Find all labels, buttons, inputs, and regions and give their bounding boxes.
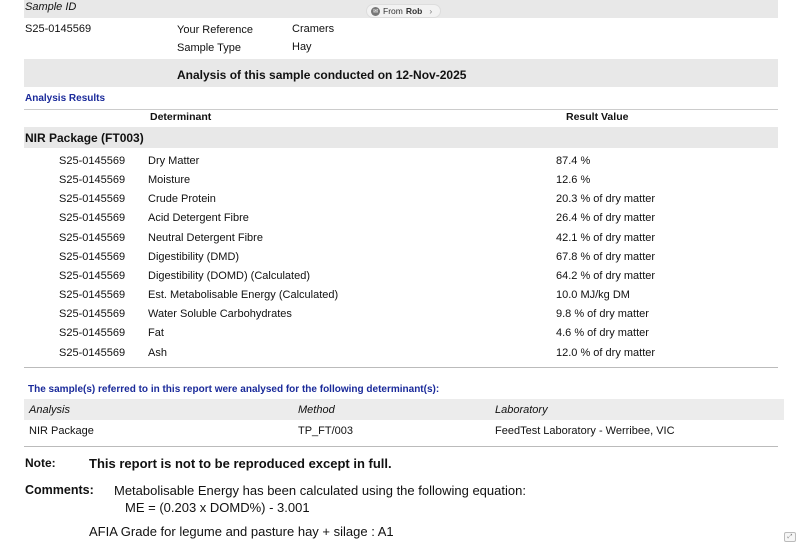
- result-row: [0, 155, 800, 174]
- chevron-right-icon: ›: [429, 6, 433, 16]
- analysis-column-header: Analysis: [29, 404, 70, 416]
- from-prefix: From: [383, 6, 403, 16]
- analysis-date-text: Analysis of this sample conducted on 12-Nov-2025: [177, 68, 467, 82]
- determinants-title: The sample(s) referred to in this report were analysed for the following determinant(s):: [28, 384, 440, 395]
- result-sample-id: S25-0145569: [59, 212, 126, 224]
- result-sample-id: S25-0145569: [59, 289, 126, 301]
- sample-type-label: Sample Type: [177, 42, 242, 54]
- sample-id-value: S25-0145569: [25, 23, 92, 35]
- result-determinant: Moisture: [148, 174, 191, 186]
- result-determinant: Crude Protein: [148, 193, 216, 205]
- determinant-analysis: NIR Package: [29, 425, 94, 437]
- result-value: 12.6 %: [556, 174, 591, 186]
- results-header-row: [24, 109, 778, 127]
- result-determinant: Est. Metabolisable Energy (Calculated): [148, 289, 339, 301]
- result-row: [0, 251, 800, 270]
- determinants-divider: [24, 446, 778, 447]
- result-row: [0, 193, 800, 212]
- me-equation: ME = (0.203 x DOMD%) - 3.001: [125, 500, 310, 515]
- result-value: 26.4 % of dry matter: [556, 212, 656, 224]
- mail-icon: ✉: [372, 8, 379, 15]
- result-sample-id: S25-0145569: [59, 308, 126, 320]
- result-value: 12.0 % of dry matter: [556, 347, 656, 359]
- determinants-header-bar: [24, 399, 784, 420]
- result-row: [0, 327, 800, 346]
- result-value-column-header: Result Value: [566, 111, 629, 123]
- result-sample-id: S25-0145569: [59, 174, 126, 186]
- result-row: [0, 270, 800, 289]
- result-determinant: Ash: [148, 347, 167, 359]
- determinant-method: TP_FT/003: [298, 425, 354, 437]
- expand-icon[interactable]: ⤢: [784, 532, 796, 542]
- method-column-header: Method: [298, 404, 335, 416]
- result-row: [0, 347, 800, 366]
- result-value: 9.8 % of dry matter: [556, 308, 649, 320]
- results-divider: [24, 367, 778, 368]
- result-determinant: Water Soluble Carbohydrates: [148, 308, 292, 320]
- result-value: 20.3 % of dry matter: [556, 193, 656, 205]
- note-label: Note:: [25, 456, 56, 470]
- afia-grade-text: AFIA Grade for legume and pasture hay + silage : A1: [89, 524, 394, 539]
- result-sample-id: S25-0145569: [59, 193, 126, 205]
- result-sample-id: S25-0145569: [59, 155, 126, 167]
- package-title: NIR Package (FT003): [25, 131, 144, 145]
- result-row: [0, 232, 800, 251]
- from-name: Rob: [405, 6, 423, 16]
- your-reference-value: Cramers: [292, 23, 335, 35]
- result-row: [0, 174, 800, 193]
- result-row: [0, 289, 800, 308]
- your-reference-label: Your Reference: [177, 24, 254, 36]
- analysis-results-title: Analysis Results: [25, 93, 106, 104]
- result-sample-id: S25-0145569: [59, 327, 126, 339]
- result-sample-id: S25-0145569: [59, 270, 126, 282]
- result-value: 10.0 MJ/kg DM: [556, 289, 630, 301]
- result-sample-id: S25-0145569: [59, 251, 126, 263]
- result-determinant: Fat: [148, 327, 164, 339]
- sample-type-value: Hay: [292, 41, 312, 53]
- result-determinant: Digestibility (DMD): [148, 251, 240, 263]
- result-value: 87.4 %: [556, 155, 591, 167]
- result-sample-id: S25-0145569: [59, 347, 126, 359]
- result-value: 42.1 % of dry matter: [556, 232, 656, 244]
- note-text: This report is not to be reproduced except in full.: [89, 456, 392, 471]
- result-row: [0, 308, 800, 327]
- result-determinant: Acid Detergent Fibre: [148, 212, 249, 224]
- comments-text: Metabolisable Energy has been calculated using the following equation:: [114, 483, 526, 498]
- result-determinant: Neutral Detergent Fibre: [148, 232, 263, 244]
- determinant-column-header: Determinant: [150, 111, 212, 123]
- comments-label: Comments:: [25, 483, 94, 497]
- laboratory-column-header: Laboratory: [495, 404, 548, 416]
- result-sample-id: S25-0145569: [59, 232, 126, 244]
- result-value: 64.2 % of dry matter: [556, 270, 656, 282]
- result-value: 4.6 % of dry matter: [556, 327, 649, 339]
- determinant-laboratory: FeedTest Laboratory - Werribee, VIC: [495, 425, 675, 437]
- from-sender-chip[interactable]: [366, 4, 441, 18]
- result-value: 67.8 % of dry matter: [556, 251, 656, 263]
- result-row: [0, 212, 800, 231]
- result-determinant: Digestibility (DOMD) (Calculated): [148, 270, 310, 282]
- sample-id-label: Sample ID: [25, 1, 77, 13]
- result-determinant: Dry Matter: [148, 155, 200, 167]
